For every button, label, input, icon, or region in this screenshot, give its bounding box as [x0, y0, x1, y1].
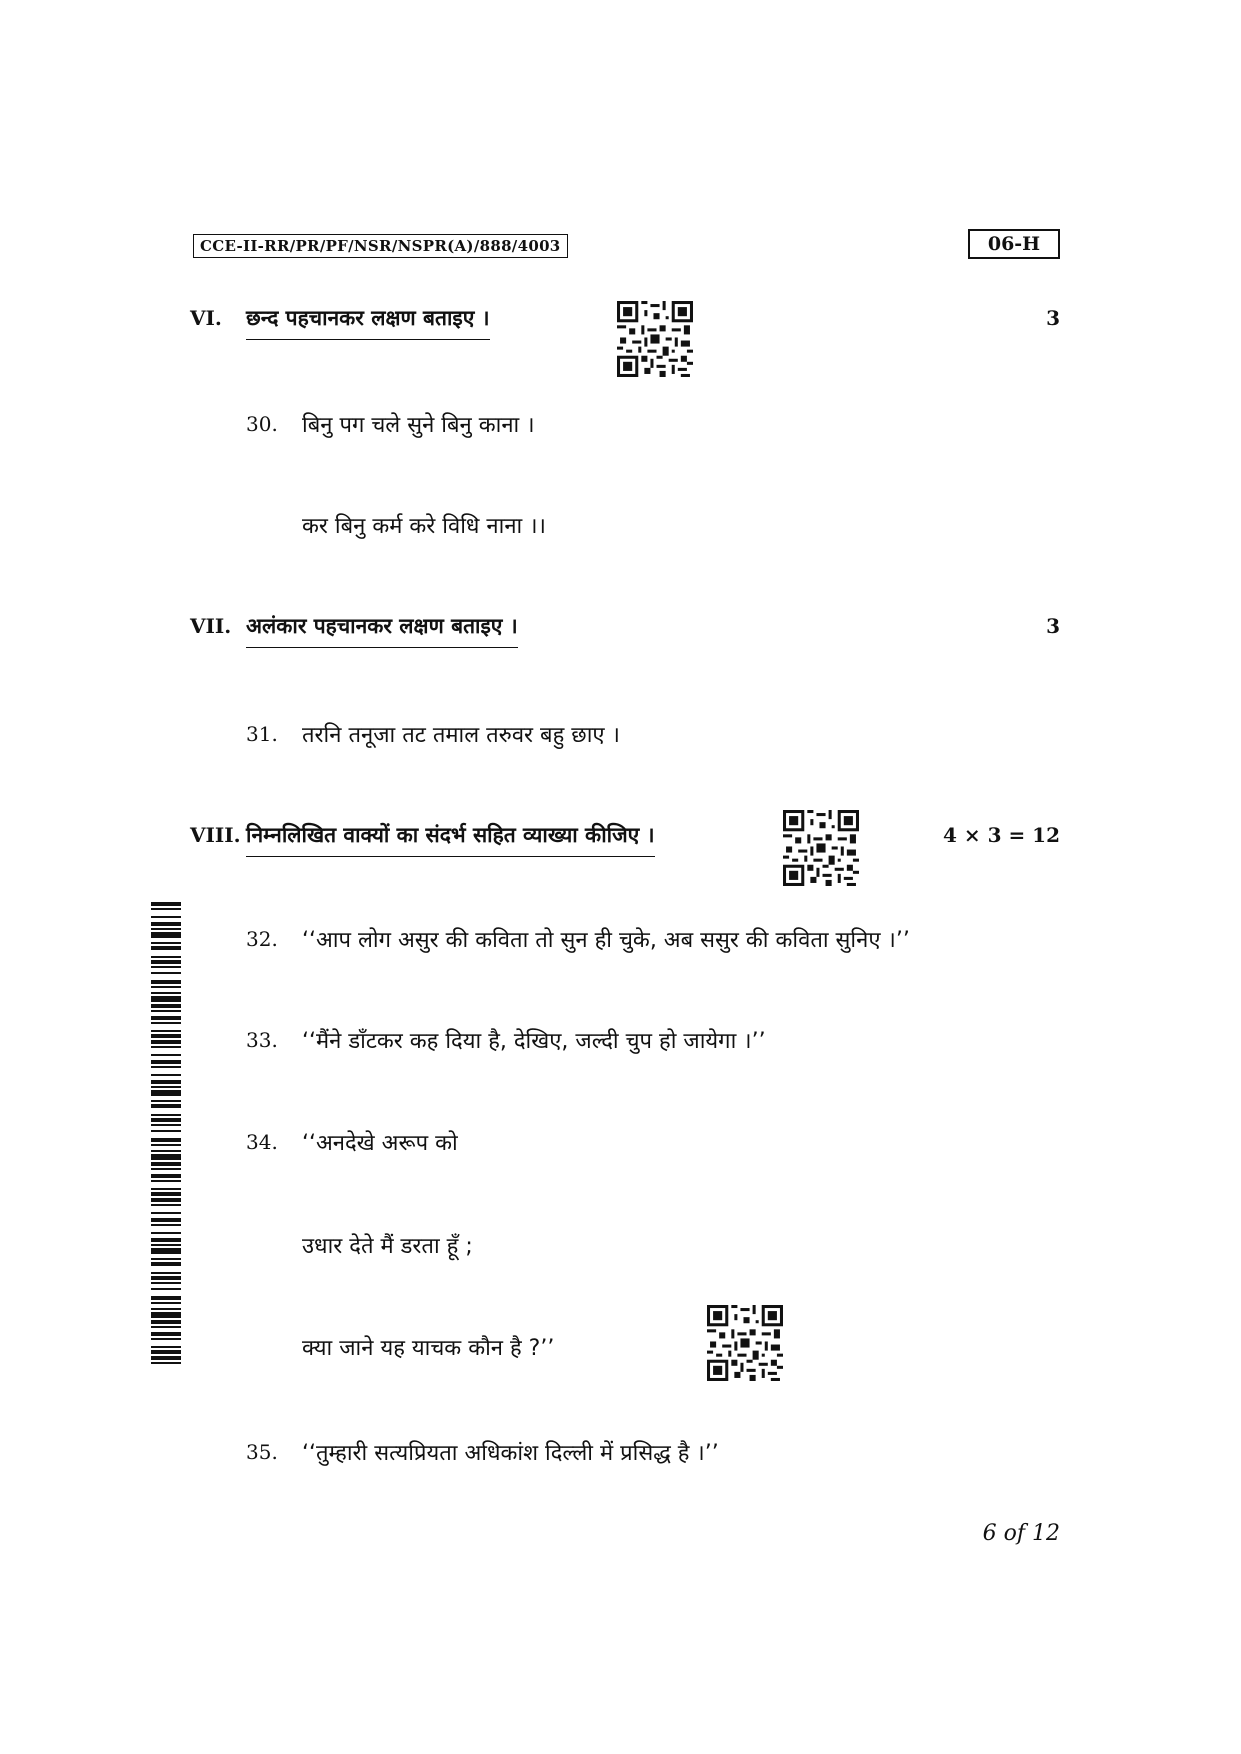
section-vii-number: VII.	[190, 614, 232, 638]
question-35-number: 35.	[246, 1440, 278, 1464]
section-vii-marks: 3	[1046, 614, 1060, 638]
question-30-line-1: बिनु पग चले सुने बिनु काना ।	[302, 413, 535, 438]
question-31-number: 31.	[246, 722, 278, 746]
section-vi-number: VI.	[190, 306, 222, 330]
qr-code-icon	[707, 1305, 783, 1381]
section-vi-marks: 3	[1046, 306, 1060, 330]
paper-code: CCE-II-RR/PR/PF/NSR/NSPR(A)/888/4003	[193, 234, 568, 258]
question-32-number: 32.	[246, 927, 278, 951]
section-vi-title: छन्द पहचानकर लक्षण बताइए ।	[246, 304, 490, 340]
question-34-number: 34.	[246, 1130, 278, 1154]
page-number: 6 of 12	[982, 1521, 1060, 1546]
section-viii-marks: 4 × 3 = 12	[942, 823, 1060, 847]
question-34-line-2: उधार देते मैं डरता हूँ ;	[302, 1234, 473, 1259]
barcode-icon	[151, 902, 181, 1368]
section-viii-number: VIII.	[190, 823, 241, 847]
question-30-number: 30.	[246, 412, 278, 436]
section-viii-title: निम्नलिखित वाक्यों का संदर्भ सहित व्याख्या कीजिए ।	[246, 821, 655, 857]
question-34-line-3: क्या जाने यह याचक कौन है ?’’	[302, 1336, 555, 1361]
question-31-line-1: तरनि तनूजा तट तमाल तरुवर बहु छाए ।	[302, 723, 620, 748]
question-34-line-1: ‘‘अनदेखे अरूप को	[302, 1131, 458, 1156]
question-35-line-1: ‘‘तुम्हारी सत्यप्रियता अधिकांश दिल्ली में प्रसिद्ध है ।’’	[302, 1441, 719, 1466]
question-30-line-2: कर बिनु कर्म करे विधि नाना ।।	[302, 514, 546, 539]
question-32-line-1: ‘‘आप लोग असुर की कविता तो सुन ही चुके, अब ससुर की कविता सुनिए ।’’	[302, 928, 910, 953]
set-code: 06-H	[968, 229, 1060, 259]
qr-code-icon	[617, 301, 693, 377]
question-33-number: 33.	[246, 1028, 278, 1052]
section-vii-title: अलंकार पहचानकर लक्षण बताइए ।	[246, 612, 518, 648]
question-33-line-1: ‘‘मैंने डाँटकर कह दिया है, देखिए, जल्दी चुप हो जायेगा ।’’	[302, 1029, 766, 1054]
qr-code-icon	[783, 810, 859, 886]
